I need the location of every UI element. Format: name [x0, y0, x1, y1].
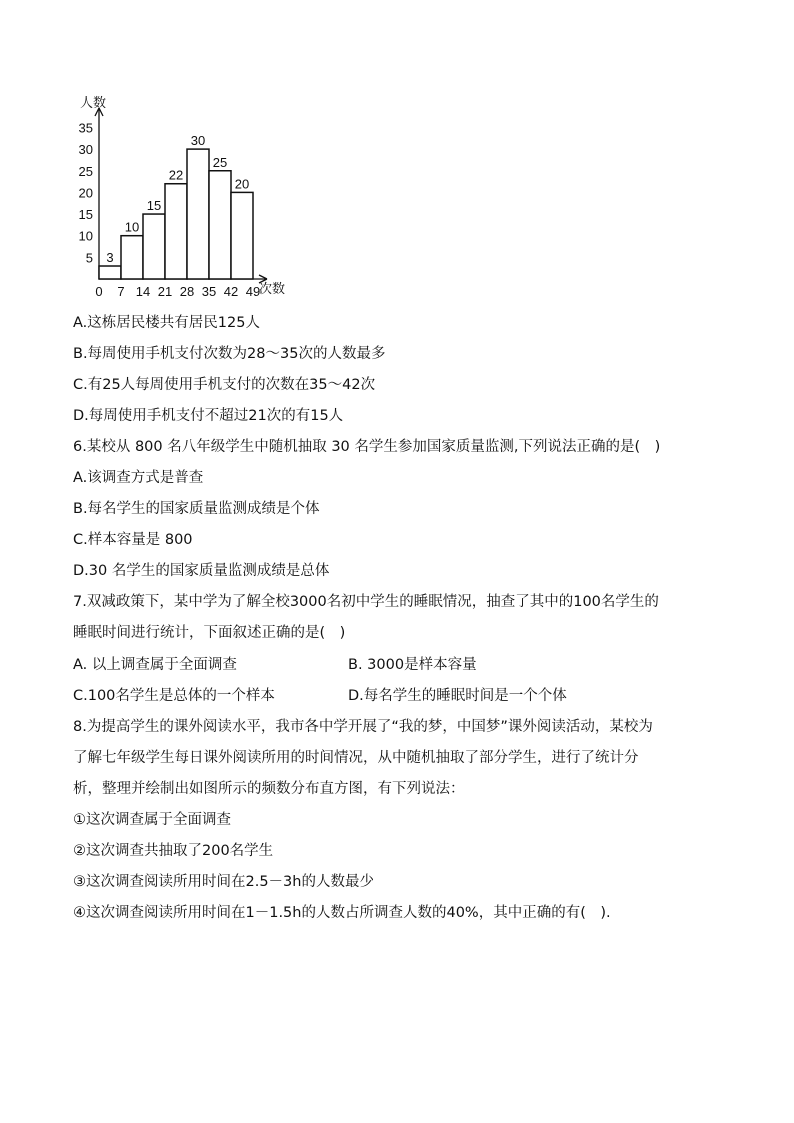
q8-stem-line2: 了解七年级学生每日课外阅读所用的时间情况，从中随机抽取了部分学生，进行了统计分 [73, 750, 639, 766]
histogram-bar [121, 236, 143, 279]
q7-stem-line2: 睡眠时间进行统计，下面叙述正确的是( ) [73, 625, 346, 641]
x-tick-label: 28 [179, 284, 195, 299]
bar-value-label: 22 [168, 167, 184, 183]
y-tick-label: 15 [78, 207, 93, 223]
q6-option-a: A.该调查方式是普查 [73, 470, 204, 486]
y-tick-label: 20 [78, 185, 93, 201]
y-tick-label: 25 [78, 163, 93, 179]
q8-statement-1: ①这次调查属于全面调查 [73, 812, 231, 828]
histogram-bar [187, 149, 209, 279]
bar-value-label: 25 [212, 154, 228, 170]
bar-value-label: 20 [234, 176, 250, 192]
q8-statement-3: ③这次调查阅读所用时间在2.5－3h的人数最少 [73, 874, 374, 890]
histogram-bar [143, 214, 165, 279]
histogram-bar [231, 192, 253, 279]
y-tick-label: 10 [78, 228, 93, 244]
q7-stem-line1: 7.双减政策下，某中学为了解全校3000名初中学生的睡眠情况，抽查了其中的100名学生的 [73, 594, 659, 610]
y-tick-label: 35 [78, 120, 93, 136]
x-tick-label: 14 [135, 284, 151, 299]
q8-statement-4: ④这次调查阅读所用时间在1－1.5h的人数占所调查人数的40%，其中正确的有( ). [73, 905, 611, 921]
y-tick-label: 30 [78, 142, 93, 158]
histogram-bar [165, 184, 187, 279]
histogram-chart [62, 88, 322, 303]
y-tick-label: 5 [85, 250, 93, 266]
histogram-bar [99, 266, 121, 279]
y-axis-title: 人数 [80, 95, 107, 110]
histogram-bar [209, 171, 231, 279]
q6-option-c: C.样本容量是 800 [73, 532, 193, 548]
bar-value-label: 3 [106, 250, 114, 266]
q7-option-b: B. 3000是样本容量 [348, 657, 477, 673]
bar-value-label: 30 [190, 133, 206, 149]
q5-option-c: C.有25人每周使用手机支付的次数在35～42次 [73, 377, 376, 393]
x-tick-label: 42 [223, 284, 239, 299]
q8-statement-2: ②这次调查共抽取了200名学生 [73, 843, 274, 859]
x-axis-title: 次数 [259, 281, 286, 296]
q5-option-d: D.每周使用手机支付不超过21次的有15人 [73, 408, 344, 424]
bar-value-label: 15 [146, 198, 162, 214]
q6-option-b: B.每名学生的国家质量监测成绩是个体 [73, 501, 320, 517]
x-tick-label: 35 [201, 284, 217, 299]
q7-option-d: D.每名学生的睡眠时间是一个个体 [348, 688, 567, 704]
q5-option-a: A.这栋居民楼共有居民125人 [73, 315, 260, 331]
x-tick-label: 49 [245, 284, 261, 299]
bar-value-label: 10 [124, 219, 140, 235]
q6-stem: 6.某校从 800 名八年级学生中随机抽取 30 名学生参加国家质量监测,下列说法正确的是( ) [73, 439, 661, 455]
q8-stem-line3: 析，整理并绘制出如图所示的频数分布直方图，有下列说法： [73, 781, 465, 797]
q5-option-b: B.每周使用手机支付次数为28～35次的人数最多 [73, 346, 386, 362]
q7-option-a: A. 以上调查属于全面调查 [73, 657, 237, 673]
q6-option-d: D.30 名学生的国家质量监测成绩是总体 [73, 563, 330, 579]
q7-option-c: C.100名学生是总体的一个样本 [73, 688, 275, 704]
x-tick-label: 0 [95, 284, 103, 299]
q8-stem-line1: 8.为提高学生的课外阅读水平，我市各中学开展了“我的梦，中国梦”课外阅读活动，某校为 [73, 719, 653, 735]
x-tick-label: 7 [117, 284, 125, 299]
histogram-svg [62, 88, 322, 303]
x-tick-label: 21 [157, 284, 173, 299]
